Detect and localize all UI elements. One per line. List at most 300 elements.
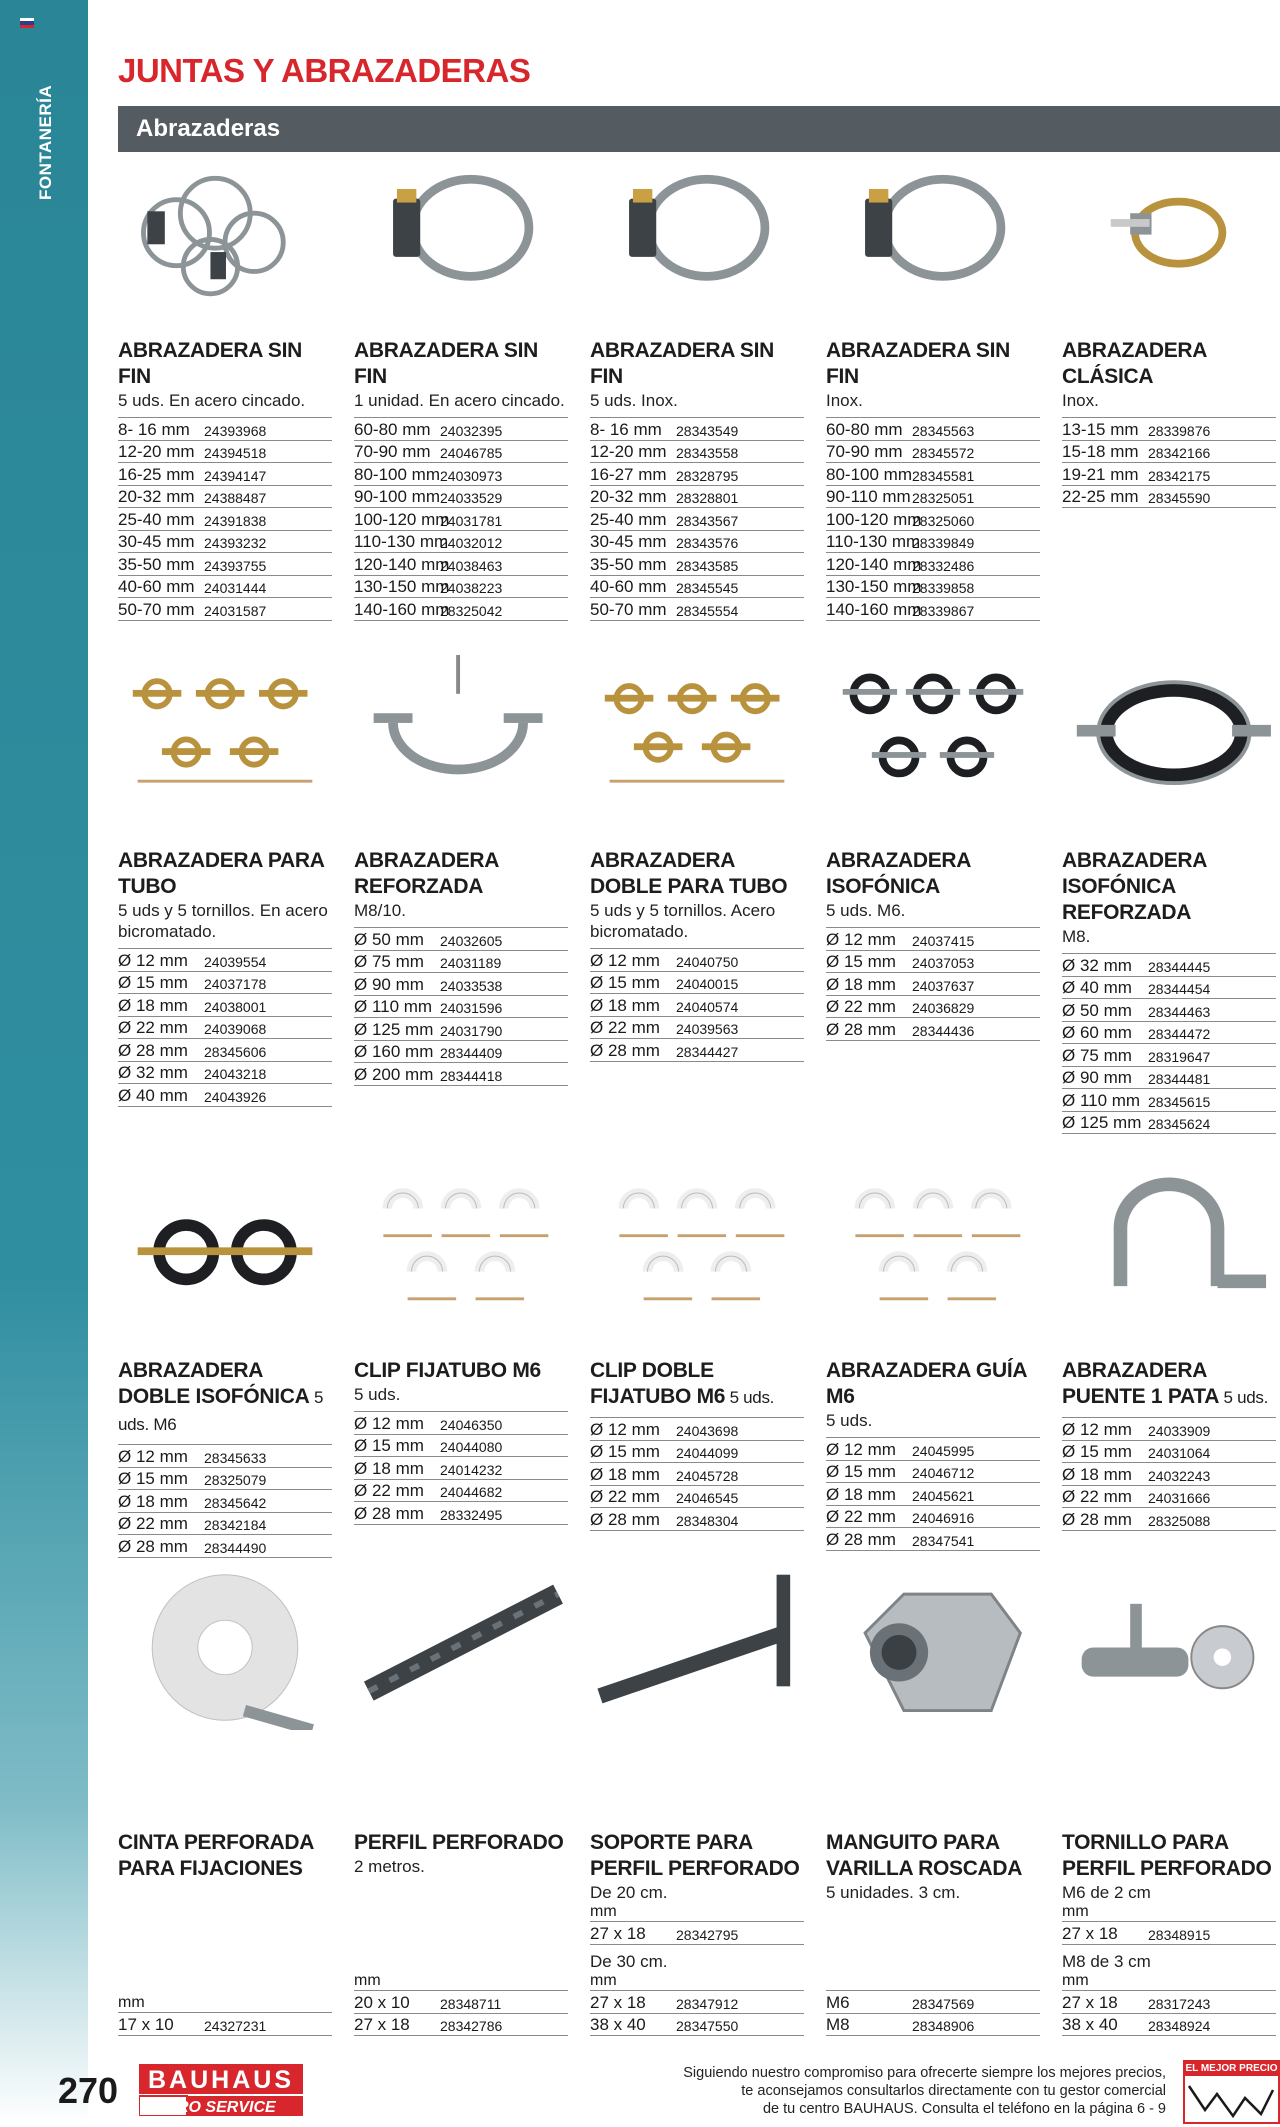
article-code: 24033538 xyxy=(440,977,503,994)
product-description: 5 uds y 5 tornillos. Acero bicromatado. xyxy=(590,901,776,941)
article-code: 28344427 xyxy=(676,1043,739,1060)
size: Ø 125 mm xyxy=(1062,1113,1142,1132)
spec-table xyxy=(118,948,332,1107)
size: 50-70 mm xyxy=(118,599,195,619)
size: Ø 15 mm xyxy=(826,1462,896,1481)
unit-header: mm xyxy=(590,1903,804,1922)
spec-row xyxy=(590,2014,804,2037)
article-code: 28345545 xyxy=(676,580,739,596)
spec-row xyxy=(354,927,568,951)
product-name: SOPORTE PARA PERFIL PERFORADO xyxy=(590,1831,800,1880)
product-name: ABRAZADERA REFORZADA xyxy=(354,849,499,898)
spec-row xyxy=(1062,463,1276,486)
spec-row xyxy=(590,553,804,576)
size: 25-40 mm xyxy=(590,509,667,529)
article-code: 28344463 xyxy=(1148,1003,1211,1020)
spec-row xyxy=(826,951,1040,974)
size: 120-140 mm xyxy=(354,554,450,574)
double-tube-clip-icon xyxy=(590,1160,804,1325)
article-code: 28347912 xyxy=(676,1995,739,2012)
spec-row xyxy=(826,598,1040,621)
article-code: 24032395 xyxy=(440,422,503,439)
article-code: 24030973 xyxy=(440,467,503,484)
spec-row xyxy=(590,441,804,464)
spec-row xyxy=(826,1437,1040,1461)
size: Ø 15 mm xyxy=(1062,1442,1132,1461)
size: 27 x 18 xyxy=(1062,1992,1118,2012)
spec-row xyxy=(118,576,332,599)
article-code: 28344445 xyxy=(1148,958,1211,975)
product-name: ABRAZADERA PARA TUBO xyxy=(118,849,324,898)
size: Ø 18 mm xyxy=(118,1491,188,1511)
product-name: ABRAZADERA PUENTE 1 PATA 5 uds. xyxy=(1062,1359,1269,1408)
footer-line: te aconsejamos consultarlos directamente con tu gestor comercial xyxy=(741,2083,1166,2099)
size: Ø 22 mm xyxy=(590,1018,660,1037)
spec-row xyxy=(1062,953,1276,977)
article-code: 24044682 xyxy=(440,1484,503,1500)
spec-table xyxy=(354,1972,568,2036)
size: 110-130 mm xyxy=(826,532,921,551)
product-description: Inox. xyxy=(826,391,863,410)
size: 20 x 10 xyxy=(354,1992,410,2012)
size: 38 x 40 xyxy=(590,2015,646,2034)
size: Ø 28 mm xyxy=(118,1536,188,1556)
article-code: 24394518 xyxy=(204,445,267,461)
article-code: 28347541 xyxy=(912,1532,975,1549)
size: Ø 15 mm xyxy=(590,1442,660,1461)
spec-row xyxy=(590,1508,804,1531)
spec-table xyxy=(118,1444,332,1558)
profile-support-icon xyxy=(590,1565,804,1730)
article-code: 28343585 xyxy=(676,557,739,574)
article-code: 28328801 xyxy=(676,490,739,506)
size: Ø 18 mm xyxy=(590,995,660,1015)
article-code: 28345642 xyxy=(204,1494,267,1511)
spec-row xyxy=(1062,2014,1276,2037)
section-bar xyxy=(118,106,1280,152)
product-name: ABRAZADERA SIN FIN xyxy=(826,339,1011,388)
size: Ø 110 mm xyxy=(1062,1090,1141,1110)
article-code: 24045995 xyxy=(912,1442,975,1459)
product-name: ABRAZADERA DOBLE ISOFÓNICA 5 uds. M6 xyxy=(118,1359,324,1434)
spec-table xyxy=(590,1972,804,2036)
size: Ø 28 mm xyxy=(826,1019,896,1039)
article-code: 28344481 xyxy=(1148,1071,1211,1087)
size: 15-18 mm xyxy=(1062,442,1139,461)
profile-bolt-icon xyxy=(1062,1565,1276,1730)
article-code: 24031064 xyxy=(1148,1445,1211,1461)
size: Ø 18 mm xyxy=(118,995,188,1015)
size: 19-21 mm xyxy=(1062,464,1139,484)
article-code: 24040574 xyxy=(676,998,739,1015)
spec-row xyxy=(1062,486,1276,509)
article-code: 24393968 xyxy=(204,422,267,439)
size: Ø 28 mm xyxy=(590,1040,660,1060)
article-code: 28344409 xyxy=(440,1045,503,1061)
spec-row xyxy=(590,994,804,1017)
spec-row xyxy=(826,996,1040,1019)
spec-row xyxy=(118,1444,332,1468)
spec-table xyxy=(826,1990,1040,2036)
spec-row xyxy=(826,531,1040,554)
spec-row xyxy=(826,508,1040,531)
size: Ø 200 mm xyxy=(354,1064,434,1084)
product-description: 5 uds. xyxy=(354,1385,401,1404)
size: Ø 15 mm xyxy=(118,973,188,992)
article-code: 28347550 xyxy=(676,2018,739,2034)
article-code: 28339849 xyxy=(912,535,975,551)
article-code: 24031587 xyxy=(204,602,267,619)
article-code: 28342184 xyxy=(204,1517,267,1533)
spec-row xyxy=(118,508,332,531)
spec-row xyxy=(1062,1991,1276,2014)
size: 40-60 mm xyxy=(118,577,195,596)
size: Ø 18 mm xyxy=(826,974,896,994)
spec-row xyxy=(354,441,568,464)
size: 110-130 mm xyxy=(354,532,449,551)
size: M8 xyxy=(826,2015,850,2034)
size: Ø 28 mm xyxy=(1062,1509,1132,1529)
sidebar-label: FONTANERÍA xyxy=(36,84,55,200)
size: Ø 28 mm xyxy=(354,1503,424,1523)
size: Ø 22 mm xyxy=(1062,1487,1132,1506)
product-description: 5 uds. xyxy=(826,1411,873,1430)
article-code: 28348906 xyxy=(912,2018,975,2034)
size: Ø 12 mm xyxy=(354,1413,424,1433)
product-description: 5 uds. En acero cincado. xyxy=(118,391,306,410)
article-code: 28347569 xyxy=(912,1995,975,2012)
guide-clamp-icon xyxy=(826,1160,1040,1325)
hose-clamps-set-icon xyxy=(118,155,332,320)
spec-row xyxy=(354,417,568,441)
product-description: 5 uds y 5 tornillos. En acero bicromatado. xyxy=(118,901,328,941)
spec-row xyxy=(118,1039,332,1062)
spec-row xyxy=(590,1039,804,1062)
spec-row xyxy=(118,1513,332,1536)
article-code: 24038001 xyxy=(204,998,267,1015)
size: Ø 12 mm xyxy=(1062,1419,1132,1439)
article-code: 24045728 xyxy=(676,1467,739,1484)
spec-row xyxy=(354,973,568,996)
article-code: 28339858 xyxy=(912,580,975,596)
spec-table xyxy=(826,417,1040,621)
spec-row xyxy=(826,1506,1040,1529)
spec-table xyxy=(354,417,568,621)
article-code: 28342175 xyxy=(1148,467,1211,484)
article-code: 24031596 xyxy=(440,1000,503,1016)
product-name: CLIP FIJATUBO M6 xyxy=(354,1359,541,1382)
spec-row xyxy=(354,1991,568,2014)
size: Ø 12 mm xyxy=(590,950,660,970)
size: 50-70 mm xyxy=(590,599,667,619)
spec-row xyxy=(826,553,1040,576)
unit-header: mm xyxy=(590,1972,804,1991)
size: 27 x 18 xyxy=(354,2015,410,2034)
size: 120-140 mm xyxy=(826,554,922,574)
size: 80-100 mm xyxy=(826,464,912,484)
hose-clamp-icon xyxy=(354,155,568,320)
article-code: 24031790 xyxy=(440,1022,503,1039)
article-code: 24046712 xyxy=(912,1465,975,1481)
spec-row xyxy=(590,417,804,441)
article-code: 24036829 xyxy=(912,1000,975,1016)
article-code: 28325079 xyxy=(204,1472,267,1488)
spec-table xyxy=(354,1411,568,1525)
article-code: 24039563 xyxy=(676,1021,739,1037)
size: Ø 15 mm xyxy=(354,1436,424,1455)
spec-table xyxy=(1062,1417,1276,1531)
size: 25-40 mm xyxy=(118,509,195,529)
article-code: 24039068 xyxy=(204,1021,267,1037)
size: Ø 40 mm xyxy=(118,1085,188,1105)
spec-row xyxy=(826,927,1040,951)
article-code: 28325088 xyxy=(1148,1512,1211,1529)
unit-header: mm xyxy=(354,1972,568,1991)
article-code: 28328795 xyxy=(676,467,739,484)
footer-line: de tu centro BAUHAUS. Consulta el teléfono en la página 6 - 9 xyxy=(762,2101,1166,2117)
size: Ø 60 mm xyxy=(1062,1023,1132,1042)
spec-row xyxy=(1062,441,1276,464)
article-code: 28339867 xyxy=(912,602,975,619)
size: 20-32 mm xyxy=(118,487,195,506)
spec-row xyxy=(1062,1486,1276,1509)
article-code: 24327231 xyxy=(204,2017,267,2034)
product-name: CINTA PERFORADA PARA FIJACIONES xyxy=(118,1831,314,1880)
product-name: ABRAZADERA ISOFÓNICA xyxy=(826,849,971,898)
article-code: 28342166 xyxy=(1148,445,1211,461)
size: 70-90 mm xyxy=(826,442,903,461)
flag-icon xyxy=(20,18,34,28)
size: 60-80 mm xyxy=(826,419,903,439)
spec-row xyxy=(1062,977,1276,1000)
product-description: M8/10. xyxy=(354,901,406,920)
spec-row xyxy=(118,441,332,464)
spec-row xyxy=(354,508,568,531)
spec-row xyxy=(354,1502,568,1525)
spec-row xyxy=(354,486,568,509)
article-code: 28345563 xyxy=(912,422,975,439)
article-code: 24038463 xyxy=(440,557,503,574)
spec-row xyxy=(118,972,332,995)
spec-row xyxy=(118,1535,332,1558)
size: 13-15 mm xyxy=(1062,419,1139,439)
size: Ø 90 mm xyxy=(1062,1068,1132,1087)
spec-row xyxy=(590,531,804,554)
spec-row xyxy=(590,508,804,531)
svg-text:PRO SERVICE: PRO SERVICE xyxy=(166,2099,276,2116)
spec-table xyxy=(590,1417,804,1531)
sidebar xyxy=(0,0,88,2124)
double-pipe-clamps-icon xyxy=(590,655,804,820)
product-units: 5 uds. xyxy=(725,1388,775,1407)
article-code: 24044099 xyxy=(676,1445,739,1461)
article-code: 28345554 xyxy=(676,602,739,619)
article-code: 28325051 xyxy=(912,490,975,506)
spec-row xyxy=(1062,417,1276,441)
article-code: 24393232 xyxy=(204,535,267,551)
size: Ø 90 mm xyxy=(354,974,424,994)
spec-table xyxy=(354,927,568,1086)
variant-label: M8 de 3 cm xyxy=(1062,1952,1151,1971)
article-code: 28339876 xyxy=(1148,422,1211,439)
article-code: 24037053 xyxy=(912,955,975,971)
variant-label: De 30 cm. xyxy=(590,1952,668,1971)
article-code: 24031189 xyxy=(440,955,502,971)
spec-row xyxy=(354,1041,568,1064)
size: 8- 16 mm xyxy=(118,419,190,439)
article-code: 24388487 xyxy=(204,490,267,506)
size: 27 x 18 xyxy=(1062,1923,1118,1943)
size: Ø 32 mm xyxy=(118,1063,188,1082)
spec-row xyxy=(118,1084,332,1107)
product-units: 5 uds. xyxy=(1219,1388,1269,1407)
size: 140-160 mm xyxy=(354,599,450,619)
product-name: ABRAZADERA ISOFÓNICA REFORZADA xyxy=(1062,849,1207,924)
size: Ø 12 mm xyxy=(118,1446,188,1466)
hose-clamp-large-icon xyxy=(826,155,1040,320)
size: 140-160 mm xyxy=(826,599,922,619)
spec-row xyxy=(590,1486,804,1509)
spec-row xyxy=(118,1490,332,1513)
size: Ø 18 mm xyxy=(826,1484,896,1504)
article-code: 28345581 xyxy=(912,467,975,484)
article-code: 24046916 xyxy=(912,1510,975,1526)
spec-row xyxy=(590,1463,804,1486)
spec-row xyxy=(590,576,804,599)
article-code: 28343549 xyxy=(676,422,739,439)
article-code: 24038223 xyxy=(440,580,503,596)
spec-row xyxy=(354,1435,568,1458)
article-code: 24393755 xyxy=(204,557,267,574)
spec-row xyxy=(1062,1417,1276,1441)
size: Ø 50 mm xyxy=(354,929,424,949)
hose-clamp-inox-icon xyxy=(590,155,804,320)
size: 8- 16 mm xyxy=(590,419,662,439)
size: Ø 22 mm xyxy=(590,1487,660,1506)
article-code: 28344418 xyxy=(440,1067,503,1084)
article-code: 28317243 xyxy=(1148,1995,1211,2012)
spec-row xyxy=(826,1990,1040,2014)
perforated-tape-icon xyxy=(118,1565,332,1730)
article-code: 28332495 xyxy=(440,1506,503,1523)
article-code: 24033529 xyxy=(440,490,503,506)
section-title: Abrazaderas xyxy=(136,115,281,142)
product-description: Inox. xyxy=(1062,391,1099,410)
size: Ø 12 mm xyxy=(118,950,188,970)
size: 30-45 mm xyxy=(590,532,667,551)
spec-row xyxy=(354,1063,568,1086)
size: Ø 22 mm xyxy=(354,1481,424,1500)
size: Ø 18 mm xyxy=(590,1464,660,1484)
product-name: TORNILLO PARA PERFIL PERFORADO xyxy=(1062,1831,1272,1880)
spec-row xyxy=(590,463,804,486)
product-name: PERFIL PERFORADO xyxy=(354,1831,564,1854)
article-code: 28344472 xyxy=(1148,1026,1211,1042)
size: 12-20 mm xyxy=(118,442,195,461)
size: Ø 110 mm xyxy=(354,997,433,1016)
size: 100-120 mm xyxy=(826,509,922,529)
spec-row xyxy=(590,1417,804,1441)
spec-row xyxy=(354,951,568,974)
article-code: 24037637 xyxy=(912,977,975,994)
spec-row xyxy=(826,1483,1040,1506)
spec-table xyxy=(1062,953,1276,1134)
spec-table xyxy=(1062,1972,1276,2036)
size: 16-27 mm xyxy=(590,464,667,484)
size: Ø 18 mm xyxy=(1062,1464,1132,1484)
size: 20-32 mm xyxy=(590,487,667,506)
unit-header: mm xyxy=(118,1994,332,2013)
article-code: 24394147 xyxy=(204,467,267,484)
article-code: 24039554 xyxy=(204,953,267,970)
spec-row xyxy=(354,531,568,554)
isophonic-clamps-icon xyxy=(826,655,1040,820)
spec-table xyxy=(1062,417,1276,508)
spec-row xyxy=(354,598,568,621)
spec-row xyxy=(1062,1067,1276,1090)
spec-row xyxy=(1062,1089,1276,1112)
spec-row xyxy=(826,463,1040,486)
spec-row xyxy=(590,948,804,972)
spec-row xyxy=(590,1991,804,2014)
size: Ø 15 mm xyxy=(118,1469,188,1488)
article-code: 24040015 xyxy=(676,976,739,992)
size: 100-120 mm xyxy=(354,509,450,529)
size: Ø 28 mm xyxy=(826,1529,896,1549)
product-description: 5 uds. Inox. xyxy=(590,391,678,410)
article-code: 28344490 xyxy=(204,1539,267,1556)
spec-row xyxy=(826,1018,1040,1041)
article-code: 28343558 xyxy=(676,445,739,461)
spec-row xyxy=(118,1017,332,1040)
spec-row xyxy=(354,463,568,486)
svg-text:BAUHAUS: BAUHAUS xyxy=(148,2066,294,2094)
size: Ø 12 mm xyxy=(826,929,896,949)
article-code: 28342786 xyxy=(440,2018,503,2034)
size: 38 x 40 xyxy=(1062,2015,1118,2034)
article-code: 24040750 xyxy=(676,953,739,970)
spec-row xyxy=(590,1441,804,1464)
size: Ø 28 mm xyxy=(590,1509,660,1529)
best-price-badge xyxy=(1183,2060,1280,2124)
product-name: CLIP DOBLE FIJATUBO M6 5 uds. xyxy=(590,1359,775,1408)
spec-row xyxy=(354,1480,568,1503)
spec-row xyxy=(354,576,568,599)
reinforced-clamp-icon xyxy=(354,655,568,820)
article-code: 28345624 xyxy=(1148,1116,1211,1132)
bauhaus-logo xyxy=(139,2064,303,2116)
spec-row xyxy=(354,1457,568,1480)
size: Ø 28 mm xyxy=(118,1040,188,1060)
variant-label: M6 de 2 cm xyxy=(1062,1883,1151,1902)
size: Ø 125 mm xyxy=(354,1019,434,1039)
product-description: 5 uds. M6. xyxy=(826,901,906,920)
size: Ø 75 mm xyxy=(1062,1045,1132,1065)
spec-row xyxy=(118,2013,332,2036)
spec-row xyxy=(590,972,804,995)
spec-row xyxy=(118,486,332,509)
spec-row xyxy=(590,486,804,509)
tube-clip-icon xyxy=(354,1160,568,1325)
article-code: 24032012 xyxy=(440,535,503,551)
product-name: ABRAZADERA GUÍA M6 xyxy=(826,1359,1027,1408)
article-code: 24046545 xyxy=(676,1490,739,1506)
spec-row xyxy=(1062,1112,1276,1135)
article-code: 28345606 xyxy=(204,1043,267,1060)
spec-row xyxy=(118,598,332,621)
article-code: 28348915 xyxy=(1148,1926,1211,1943)
footer-line: Siguiendo nuestro compromiso para ofrecerte siempre los mejores precios, xyxy=(683,2065,1166,2081)
